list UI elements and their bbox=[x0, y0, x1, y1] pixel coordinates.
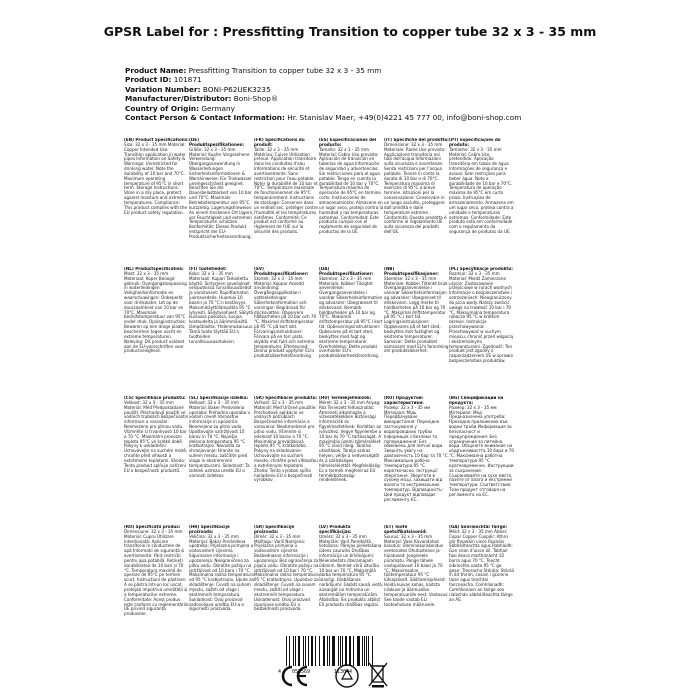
spec-heading: (DA) Produktspecifikationer: bbox=[319, 267, 374, 276]
spec-cell bbox=[189, 525, 254, 654]
info-label: Contact Person & Contact Information: bbox=[125, 113, 285, 123]
spec-heading: (DE) Produktspezifikationen: bbox=[189, 138, 245, 147]
spec-text: Maat: 32 x 3 - 35 mm Materiaal: Koper Beoogd gebruik: Overgangstoepassing in waterleidingen Veiligheidsinformatie en waarschuwingen: Onbeperkt voor drinkwater. Let op de duurzaamheid van 10 bar en 70°C. Maximale bedrijfstemperatuur van 95°C onder druk. Opslaginstructies: Bewaren op een droge plaats, beschermen tegen vocht en extreme temperaturen. Naleving: Dit product voldoet aan de EU-voorschriften voor productveiligheid. bbox=[124, 270, 187, 354]
spec-text: Dimensione: 32 x 3 - 35 mm Materiale: Rame Uso previsto: Applicazione transitoria nei tubi dell'acqua Informazioni sulla sicurezza e avvertenze: Senza restrizioni per l'acqua potabile. Tenere in conto la durata di 10 bar e di 70°C. Temperatura massima di esercizio di 95°C a breve termine. Istruzioni per la conservazione: Conservare in un luogo asciutto, proteggere dall'umidità e dalle temperature estreme. Conformità: Questo prodotto è conforme al regolamento UE sulla sicurezza dei prodotti dell'UE. bbox=[384, 141, 447, 235]
spec-cell bbox=[124, 396, 189, 525]
spec-row bbox=[124, 396, 580, 525]
spec-text: Størrelse: 32 x 3 - 35 mm Materiale: Kobber Tilsigtet anvendelse: Overgangsanvendelse i vandrør Sikkerhedsinformation og advarsler: Ubegrænset til drikkevand. Bemærk holdbarheden på 10 bar og 70°C. Maksimal driftstemperatur på 95°C i kort tid. Opbevaringsinstruktioner: Opbevares på et tørt sted, beskyttes mod fugt og ekstreme temperaturer. Overholdelse: Dette produkt overholder EU's produktsikkerhedsforordning. bbox=[319, 275, 383, 359]
spec-heading: (FR) Spécifications du produit: bbox=[254, 138, 305, 147]
spec-cell bbox=[449, 525, 514, 654]
spec-cell bbox=[514, 525, 579, 654]
info-value: Hr. Stanislav Maer, +49(0)4221 45 777 00, info@boni-shop.com bbox=[287, 113, 522, 123]
spec-text: Suurus: 32 x 3 - 35 mm Materjal: Vask Kavandatud kasutus: Üleminekurakendus veetorudes Ohutusteave ja hoiatused: Joogiveele piiramatu. Pange tähele vastupidavust 10 baari ja 70 °C. Maksimaalne töötemperatuur 95 °C lühiajaliselt. Säilitamisjuhised: Hoida kuivas kohas, kaitsta niiskuse ja äärmuslike temperatuuride eest. Vastavus: See toode vastab ELi tooteohutuse määrusele. bbox=[384, 533, 449, 607]
info-row-variation-number bbox=[125, 85, 585, 94]
spec-text: Размер: 32 x 3 - 35 мм Материал: Мед Предназначена употреба: Преходно приложение във водни тръби Информация за безопасност и предупреждения: Без ограничения за питейна вода. Обърнете внимание на издръжливостта 10 бара и 70 °C. Максимална работна температура 95 °C кратковременно. Инструкции за съхранение: Съхранявайте на сухо място, пазете от влага и екстремни температури. Съответствие: Този продукт отговаря на регламента на ЕС. bbox=[449, 404, 514, 497]
spec-text: Koko: 32 x 3 - 35 mm Materiaali: Kupari Tarkoitettu käyttö: Siirtymien sovellukset vesiputkissa Turvallisuustiedot ja varoitukset: Rajoittamaton juomavedelle. Huomioi 10 baarin ja 70 °C:n kestävyys. Maksimikäyttölämpötila 95 °C lyhyesti. Säilytysohjeet: Säilytä kuivassa paikassa, suojaa kosteudelta ja äärimmäisiltä lämpötiloilta. Yhdenmukaisuus: Tämä tuote täyttää EU:n tuotteiden turvallisuusasetuksen. bbox=[189, 270, 254, 344]
spec-cell bbox=[319, 138, 384, 267]
spec-text: Rozmiar: 32 x 3 - 35 mm Materiał: Miedź Zamierzone użycie: Zastosowanie przejściowe w rurach wodnych Informacje o bezpieczeństwie i ostrzeżeniach: Nieograniczony do picia wody. Należy zwrócić uwagę na trwałość 10 bar i 70 °C. Maksymalna temperatura robocza 95 °C w krótkim okresie. Instrukcje przechowywania: Przechowywać w suchym miejscu, chronić przed wilgocią i ekstremalnymi temperaturami. Zgodność: Ten produkt jest zgodny z rozporządzeniem UE w sprawie bezpieczeństwa produktów. bbox=[449, 270, 514, 364]
spec-cell bbox=[514, 267, 579, 396]
spec-cell bbox=[124, 138, 189, 267]
spec-heading: (ES) Especificaciones del producto: bbox=[319, 138, 377, 147]
spec-cell bbox=[449, 396, 514, 525]
spec-heading: (HU) Termékjellemzők: bbox=[319, 396, 372, 400]
barcode-first-digit: 4 bbox=[278, 669, 282, 675]
spec-heading: (SV) Produktspecifikationer: bbox=[254, 267, 309, 276]
barcode-left-group: 058569 bbox=[292, 669, 311, 675]
spec-text: Taille: 32 x 3 - 35 mm Matériau: Cuivre Utilisation prévue: Application transitoire dans les conduites d'eau Informations de sécurité et avertissements: Sans restriction pour l'eau potable. Noter la durabilité de 10 bar et 70°C. Température maximale de fonctionnement de 95°C temporairement. Instructions de stockage: Conserver dans un endroit sec, protéger contre l'humidité et les températures extrêmes. Conformité: Ce produit est conforme au règlement de l'UE sur la sécurité des produits. bbox=[254, 146, 318, 235]
spec-heading: (BG) Спецификации на продукта: bbox=[449, 396, 504, 405]
spec-text: Tamanho: 32 x 3 - 35 mm Material: Cobre Uso pretendido: Aplicação transitória em tubos de água Informações de segurança e avisos: Sem restrições para beber água. Note a durabilidade de 10 bar e 70°C. Temperatura de operação máxima de 95°C em curto prazo. Instruções de armazenamento: Armazene em um lugar seco, proteja contra a umidade e temperaturas extremas. Conformidade: Este produto está em conformidade com o regulamento da segurança de produtos da UE. bbox=[449, 146, 514, 235]
spec-heading: (SR) Specifikacije proizvoda: bbox=[254, 525, 295, 534]
spec-text: Izmērs: 32 x 3 - 35 mm Materiāls: Varš Paredzētā lietošana: Pārejas pielietošana ūdens caurulēs Drošības informācija un brīdinājumi: Neierobežots dzeramajam ūdenim. Ņemiet vērā izturību 10 bar un 70 °C. Maksimālā darba temperatūra 95 °C īslaicīgi. Glabāšanas norādījumi: Glabāt sausā vietā, aizsargāt no mitruma un ekstremālām temperatūrām. Atbilstība: Šis produkts atbilst ES produktu drošības regulai. bbox=[319, 533, 384, 607]
info-row-product-name bbox=[125, 66, 585, 75]
spec-text: Tamaño: 32 x 3 - 35 mm Material: Cobre Uso previsto: Aplicación de transición en tuberías de agua Información de seguridad y advertencias: Sin restricciones para el agua potable. Tenga en cuenta la durabilidad de 10 bar y 70°C. Temperatura máxima de operación de 95°C en término corto. Instrucciones de almacenamiento: Almacene en un lugar seco, proteja contra la humedad y las temperaturas extremas. Conformidad: Este producto cumple con el reglamento de seguridad de productos de la UE. bbox=[319, 146, 384, 235]
spec-text: Storlek: 32 x 3 - 35 mm Material: Koppar Avsedd användning: Övergångsapplikation i vattenledningar Säkerhetsinformation och varningar: Begränsad för dricksvatten. Observera hållbarheten på 10 bar och 70 °C. Maximal driftstemperatur på 95 °C på kort sikt. Förvaringsinstruktioner: Förvara på en torr plats, skydda mot fukt och extrema temperaturer. Efterlevnad: Denna produkt uppfyller EU:s produktsäkerhetsförordning. bbox=[254, 275, 317, 359]
spec-heading: (HR) Specifikacije proizvoda: bbox=[189, 525, 230, 534]
spec-row bbox=[124, 267, 580, 396]
spec-heading: (GA) Sonraíochtáí Táirge: bbox=[449, 525, 508, 529]
spec-text: Veličina: 32 x 3 - 35 mm Materijal: Bakar Predviđena upotreba: Prijelazna primjena u vodovodnim cijevima Sigurnosne informacije i upozorenja: Neograničeno za pitku vodu. Obratite pažnju na izdržljivost od 10 bara i 70 °C. Maksimalna radna temperatura od 95 °C kratkotrajno. Upute za skladištenje: Čuvati na suhom mjestu, zaštiti od vlage i ekstremnih temperatura. Sukladnost: Ovaj proizvod zadovoljava uredbu EU-a o sigurnosti proizvoda. bbox=[189, 533, 254, 612]
spec-cell bbox=[124, 267, 189, 396]
info-label: Country of Origin: bbox=[125, 103, 200, 113]
spec-text: Velikost: 32 x 3 - 35 mm Material: Baker Predvidena uporaba: Prehodna uporaba v vodnih ceveh Varnostne informacije in opozorila: Neomejeno za pitno vodo. Upoštevajte vzdržljivost 10 barov in 70 °C. Najvišja delovna temperatura 95 °C kratkotrajno. Navodila za shranjevanje: Hranite na suhem mestu, zaščitite pred vlago in ekstremnimi temperaturami. Skladnost: Ta izdelek ustreza uredbi EU o varnosti izdelkov. bbox=[189, 399, 251, 478]
spec-cell bbox=[254, 138, 319, 267]
info-value: Germany bbox=[201, 103, 235, 113]
barcode-right-group: 113644 bbox=[334, 669, 353, 675]
spec-cell bbox=[254, 525, 319, 654]
info-value: 101871 bbox=[173, 75, 202, 85]
spec-cell bbox=[254, 267, 319, 396]
info-row-manufacturer bbox=[125, 94, 585, 103]
spec-heading: (PL) Specyfikacje produktu: bbox=[449, 267, 513, 271]
ce-mark-icon bbox=[283, 667, 307, 685]
label-title: GPSR Label for : Pressfitting Transition to copper tube 32 x 3 - 35 mm bbox=[103, 24, 597, 39]
spec-heading: (SL) Specifikacije izdelka: bbox=[189, 396, 249, 400]
spec-cell bbox=[384, 267, 449, 396]
spec-cell bbox=[384, 396, 449, 525]
recycling-icon bbox=[336, 665, 358, 687]
spec-text: Dimér: 32 x 3 - 35 mm Meštagu: Variš Namjena: Prijelazna primjena u vodovodnim cijevima Bezbednosne informacije i upozorenja: Bez ograničenja za pijaću vodu. Obratite pažnju na izdržljivost od 10 bar i 70 °C. Maksimalna radna temperatura 95 °C kratkotrajno. Uputstvo za skladištenje: Čuvati na suvom mestu, zaštiti od vlage i ekstremnih temperatura. Usklađenost: Ovaj proizvod ispunjava uredbu EU o bezbednosti proizvoda. bbox=[254, 533, 319, 612]
info-value: BONI-P62UEK3235 bbox=[202, 84, 271, 94]
crossed-out-bin-icon bbox=[369, 663, 387, 688]
spec-text: Veľkosť: 32 x 3 - 35 mm Materiál: Meď Určené použitie: Prechodové aplikácie vo vodných potrubíach Bezpečnostné informácie a varovania: Neobmedzené pre pitnú vodu. Všimnite si odolnosť 10 barov a 70 °C. Maximálna prevádzková teplota 95 °C krátkodobo. Pokyny na skladovanie: Uchovávajte na suchom mieste, chráňte pred vlhkosťou a extrémnymi teplotami. Zhoda: Tento výrobok spĺňa nariadenie EÚ o bezpečnosti výrobkov. bbox=[254, 399, 318, 483]
spec-heading: (FI) Tuotetiedot: bbox=[189, 267, 227, 271]
info-label: Manufacturer/Distributor: bbox=[125, 94, 232, 104]
spec-cell bbox=[514, 138, 579, 267]
info-row-product-id bbox=[125, 75, 585, 84]
spec-text: Méret: 32 x 3 - 35 mm Anyag: Réz Tervezett felhasználás: Átmeneti alkalmazás a vízvezetékekben Biztonsági információk és figyelmeztetések: Korlátlan az ivóvízhez. Vegye figyelembe a 10 bar és 70 °C tartósságát. A maximális üzemi hőmérséklet 95 °C rövid ideig. Tárolási utasítások: Tárolja száraz helyen, védje a nedvességtől és a szélsőséges hőmérséklettől. Megfelelőség: Ez a termék megfelel az EU termékbiztonsági rendeletének. bbox=[319, 399, 382, 483]
info-value: Boni-Shop® bbox=[233, 94, 279, 104]
spec-cell bbox=[124, 525, 189, 654]
info-row-country-of-origin bbox=[125, 104, 585, 113]
spec-text: Velikost: 32 x 3 - 35 mm Materiál: Měď Předpokládané použití: Přechodové použití ve vodních trubkách Bezpečnostní informace a varování: Neomezeno pro pitnou vodu. Všimněte si trvanlivosti 10 bar a 70 °C. Maximální provozní teplota 95°C ve krátké době. Pokyny k uskladnění: Uchovávejte na suchém místě, chraňte před vlhkostí a extrémními teplotami. Shoda: Tento produkt splňuje nařízení EU o bezpečnosti produktů. bbox=[124, 399, 189, 473]
spec-heading: (EN) Product Specifications: bbox=[124, 138, 189, 142]
spec-text: Größe: 32 x 3 - 35 mm Material: Kupfer Vorgesehene Verwendung: Übergangsanwendung in Wasserleitungen Sicherheitsinformationen & Warnhinweise: Für Trinkwasser uneingeschränkt geeignet. Beachten Sie die Dauerbelastbarkeit von 10 bar und 70°C. Maximale Betriebstemperatur von 95°C kurzzeitig. Lagerungshinweise: An einem trockenen Ort lagern, vor Feuchtigkeit und extremen Temperaturen schützen. Konformität: Dieses Produkt entspricht der EU-Produktsicherheitsverordnung. bbox=[189, 146, 254, 239]
spec-cell bbox=[189, 396, 254, 525]
info-value: Pressfitting Transition to copper tube 32 x 3 - 35 mm bbox=[188, 66, 382, 75]
spec-cell bbox=[514, 396, 579, 525]
spec-text: Size: 32 x 3 - 35 mm Material: Copper Intended Use: Transition application in water pipes Information on Safety & Warnings: Unrestricted for drinking water. Note the durability of 10 bar and 70°C. Maximum operating temperature of 95°C in short term. Storage Instructions: Store in a dry place, protect against moisture and extreme temperatures. Compliance: This product complies with the EU product safety regulation. bbox=[124, 141, 187, 215]
compliance-marks bbox=[276, 661, 406, 691]
spec-cell bbox=[319, 396, 384, 525]
spec-text: Méid: 32 x 3 - 35 mm Ábhar: Copar Copper Cuspóir: Athrú idir fheadáin uisce Faisnéis Sábháilteachta agus Rabhaidh: Gan srian d'uisce óil. Tabhair faoi deara marthanácht 10 barra agus 70 °C. Teocht oibríochta uasta 95 °C go gearr. Treoracha Stórála: Stóráil in áit thirim, cosain i gcoinne taise agus teochtaí foircneacha. Comhlíonadh: Comhlíonann an táirge seo rialachán sábháilteachta táirge an AE. bbox=[449, 528, 514, 602]
spec-heading: (SK) Špecifikácie produktu: bbox=[254, 396, 318, 400]
spec-heading: (CS) Specifikace produktu: bbox=[124, 396, 186, 400]
spec-heading: (RO) Specificații produs: bbox=[124, 525, 181, 529]
info-label: Product Name: bbox=[125, 66, 187, 75]
spec-cell bbox=[189, 138, 254, 267]
spec-cell bbox=[319, 267, 384, 396]
spec-heading: (IT) Specifiche del prodotto: bbox=[384, 138, 449, 142]
info-label: Product ID: bbox=[125, 75, 172, 85]
spec-text: Dimensiune: 32 x 3 - 35 mm Material: Cupru Utilizare intenționată: Aplicare tranzitorie în conductele de apă Informații de siguranță și avertismente: Fără restricții pentru apa potabilă. Rețineți durabilitatea de 10 bari și 70 °C. Temperatura maximă de operare de 95°C pe termen scurt. Instrucțiuni de păstrare: A se păstra într-un loc uscat, protejați împotriva umidității și a temperaturilor extreme. Conformitate: Acest produs este conform cu reglementările UE privind siguranța produselor. bbox=[124, 528, 189, 617]
spec-heading: (NB) Produktspesifikasjoner: bbox=[384, 267, 439, 276]
product-info bbox=[125, 66, 585, 122]
spec-row bbox=[124, 525, 580, 654]
spec-heading: (ET) Toote spetsifikatsioonid: bbox=[384, 525, 427, 534]
spec-heading: (LV) Produkta specifikācijas: bbox=[319, 525, 352, 534]
spec-cell bbox=[319, 525, 384, 654]
info-row-contact bbox=[125, 113, 585, 122]
spec-heading: (NL) Productspecificaties: bbox=[124, 267, 184, 271]
spec-cell bbox=[254, 396, 319, 525]
spec-cell bbox=[449, 138, 514, 267]
spec-heading: (RU) Продуктові характеристики: bbox=[384, 396, 424, 405]
spec-cell bbox=[384, 138, 449, 267]
spec-text: Розмір: 32 x 3 - 35 мм Матеріал: Мідь Передбачуване використання: Перехідне застосування у водопровідних трубах Інформація з безпеки та попередження: Без обмежень для питної води. Зверніть увагу на довговічність 10 бар та 70 °C. Максимальна робоча температура 95 °C короткочасно. Інструкції зберігання: Зберігати в сухому місці, захищати від вологи та екстремальних температур. Відповідність: Цей продукт відповідає регламенту ЄС. bbox=[384, 404, 449, 502]
spec-cell bbox=[189, 267, 254, 396]
spec-row bbox=[124, 138, 580, 267]
info-label: Variation Number: bbox=[125, 84, 201, 94]
specification-grid bbox=[124, 138, 580, 654]
spec-heading: (PT) Especificações do produto: bbox=[449, 138, 501, 147]
spec-cell bbox=[449, 267, 514, 396]
spec-cell bbox=[384, 525, 449, 654]
spec-text: Størrelse: 32 x 3 - 35 mm Materiale: Kobber Tiltenkt bruk: Overgangsanvendelse i vannrør Sikkerhetsinformasjon og advarsler: Ubegrenset til drikkevann. Legg merke til holdbarheten på 10 bar og 70 °C. Maksimal driftstemperatur på 95 °C i kort tid. Lagringsinstruksjoner: Oppbevares på et tørt sted, beskyttes mot fuktighet og ekstreme temperaturer. Samsvar: Dette produktet samsvarer med EU's forordning om produktsikkerhet. bbox=[384, 275, 449, 354]
